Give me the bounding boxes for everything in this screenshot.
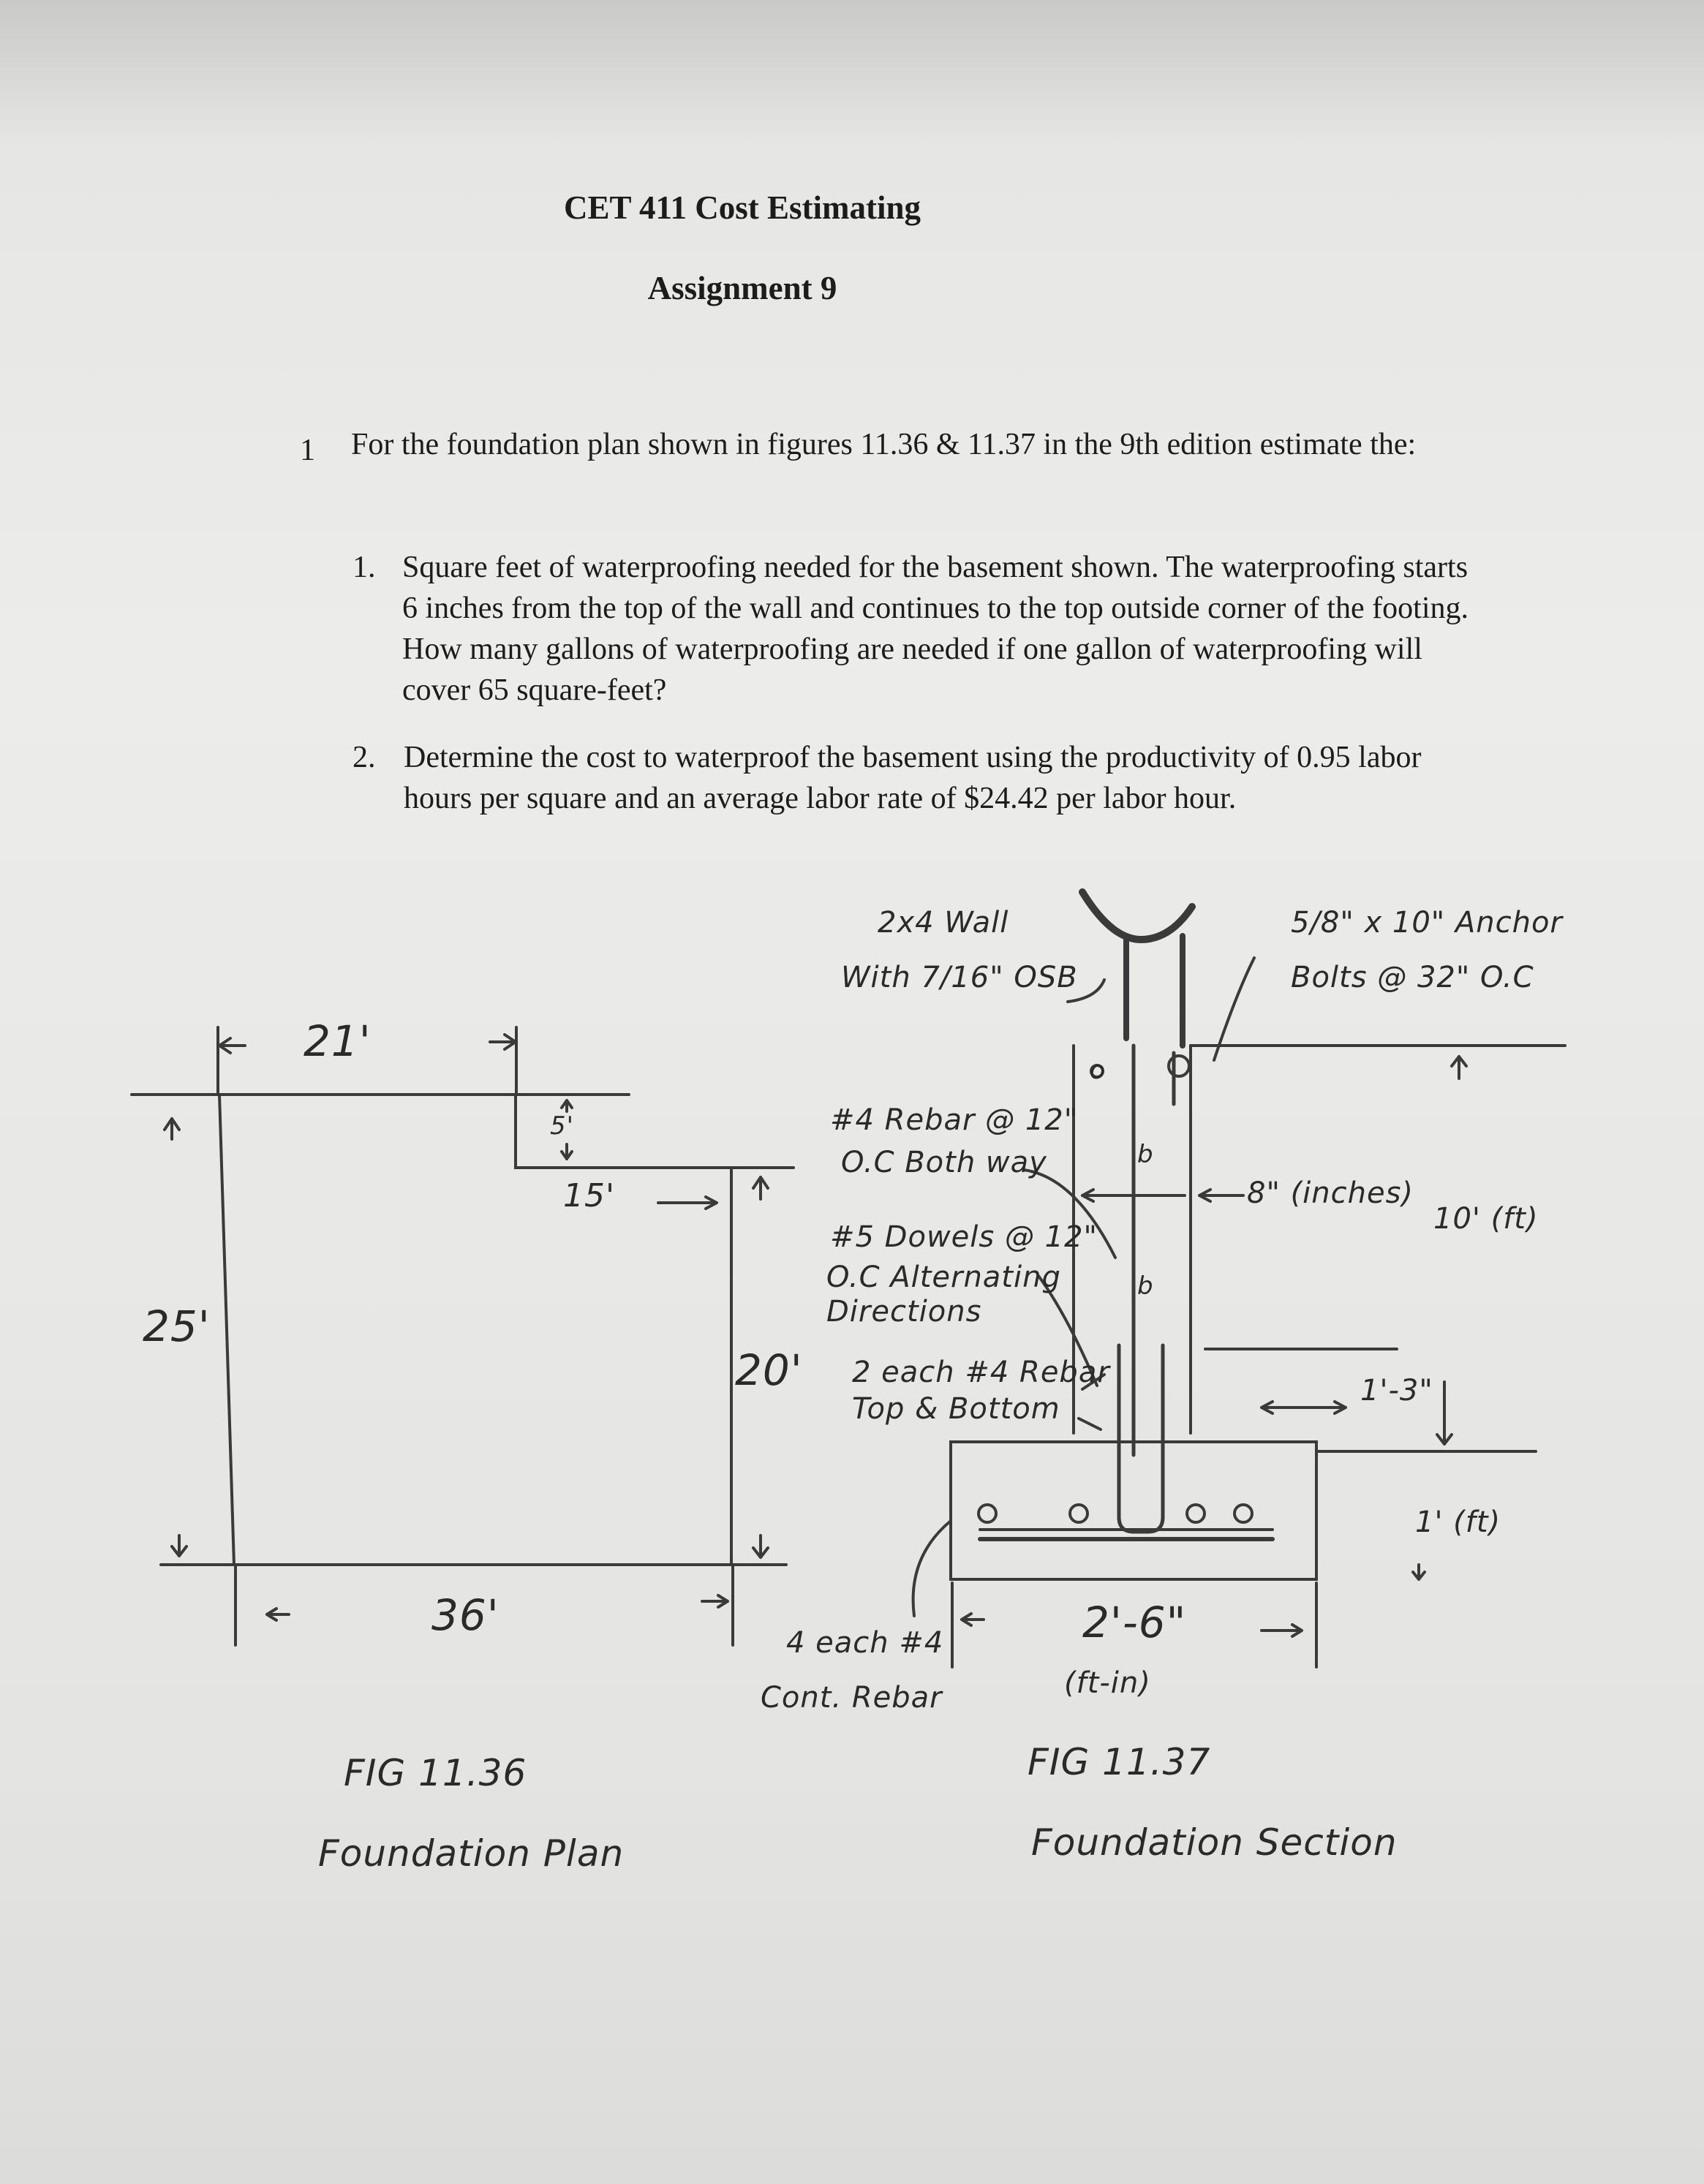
dim-wall-height: 10' (ft) (1433, 1202, 1539, 1236)
plan-dim-right: 20' (735, 1345, 803, 1395)
question-intro: For the foundation plan shown in figures 11.36 & 11.37 in the 9th edition estimate the: (351, 428, 1417, 461)
wall-marker-o: o (1090, 1056, 1105, 1085)
question-number: 1 (300, 434, 315, 467)
wall-marker-b: b (1137, 1140, 1153, 1169)
dim-footing-width-unit: (ft-in) (1064, 1666, 1151, 1700)
dim-wall-thickness: 8" (inches) (1247, 1176, 1414, 1210)
plan-dim-notch-width: 15' (563, 1177, 616, 1214)
label-rebar4-1: #4 Rebar @ 12" (830, 1103, 1079, 1137)
label-anchor-1: 5/8" x 10" Anchor (1291, 906, 1563, 940)
label-dowels-1: #5 Dowels @ 12" (830, 1220, 1098, 1254)
item-1-text: Square feet of waterproofing needed for the basement shown. The waterproofing starts 6 inches from the top of the wall and continues to the top outside corner of the footing. How many gallons of waterproofing are needed if one gallon of waterproofing will cover 65 square-feet? (402, 551, 1469, 707)
wall-marker-b2: b (1137, 1272, 1153, 1301)
label-2each-1: 2 each #4 Rebar (852, 1356, 1110, 1389)
section-caption-fig: FIG 11.37 (1028, 1741, 1211, 1783)
label-wall-1: 2x4 Wall (878, 906, 1009, 940)
plan-outline (219, 1095, 731, 1565)
dim-embed: 1'-3" (1360, 1374, 1433, 1407)
label-wall-2: With 7/16" OSB (841, 961, 1078, 994)
label-2each-2: Top & Bottom (852, 1392, 1060, 1426)
plan-dim-bottom: 36' (431, 1590, 499, 1640)
plan-dim-notch-height: 5' (550, 1111, 574, 1141)
plan-dim-top: 21' (304, 1016, 372, 1066)
plan-caption-title: Foundation Plan (318, 1832, 625, 1875)
label-rebar4-2: O.C Both way (841, 1146, 1047, 1179)
label-4each-2: Cont. Rebar (761, 1681, 943, 1715)
label-dowels-3: Directions (826, 1295, 982, 1329)
plan-dim-left: 25' (143, 1301, 211, 1351)
label-4each-1: 4 each #4 (786, 1626, 944, 1660)
section-caption-title: Foundation Section (1031, 1821, 1398, 1864)
label-anchor-2: Bolts @ 32" O.C (1291, 961, 1534, 994)
dim-footing-depth: 1' (ft) (1415, 1505, 1501, 1539)
label-dowels-2: O.C Alternating (826, 1261, 1061, 1294)
dim-footing-width: 2'-6" (1082, 1598, 1187, 1647)
assignment-title: Assignment 9 (647, 270, 837, 306)
item-1-number: 1. (353, 551, 376, 584)
course-title: CET 411 Cost Estimating (564, 189, 921, 226)
plan-caption-fig: FIG 11.36 (344, 1752, 527, 1794)
item-2-number: 2. (353, 741, 376, 774)
item-2-text: Determine the cost to waterproof the basement using the productivity of 0.95 labor hours per square and an average labor rate of $24.42 per labor hour. (404, 741, 1422, 815)
